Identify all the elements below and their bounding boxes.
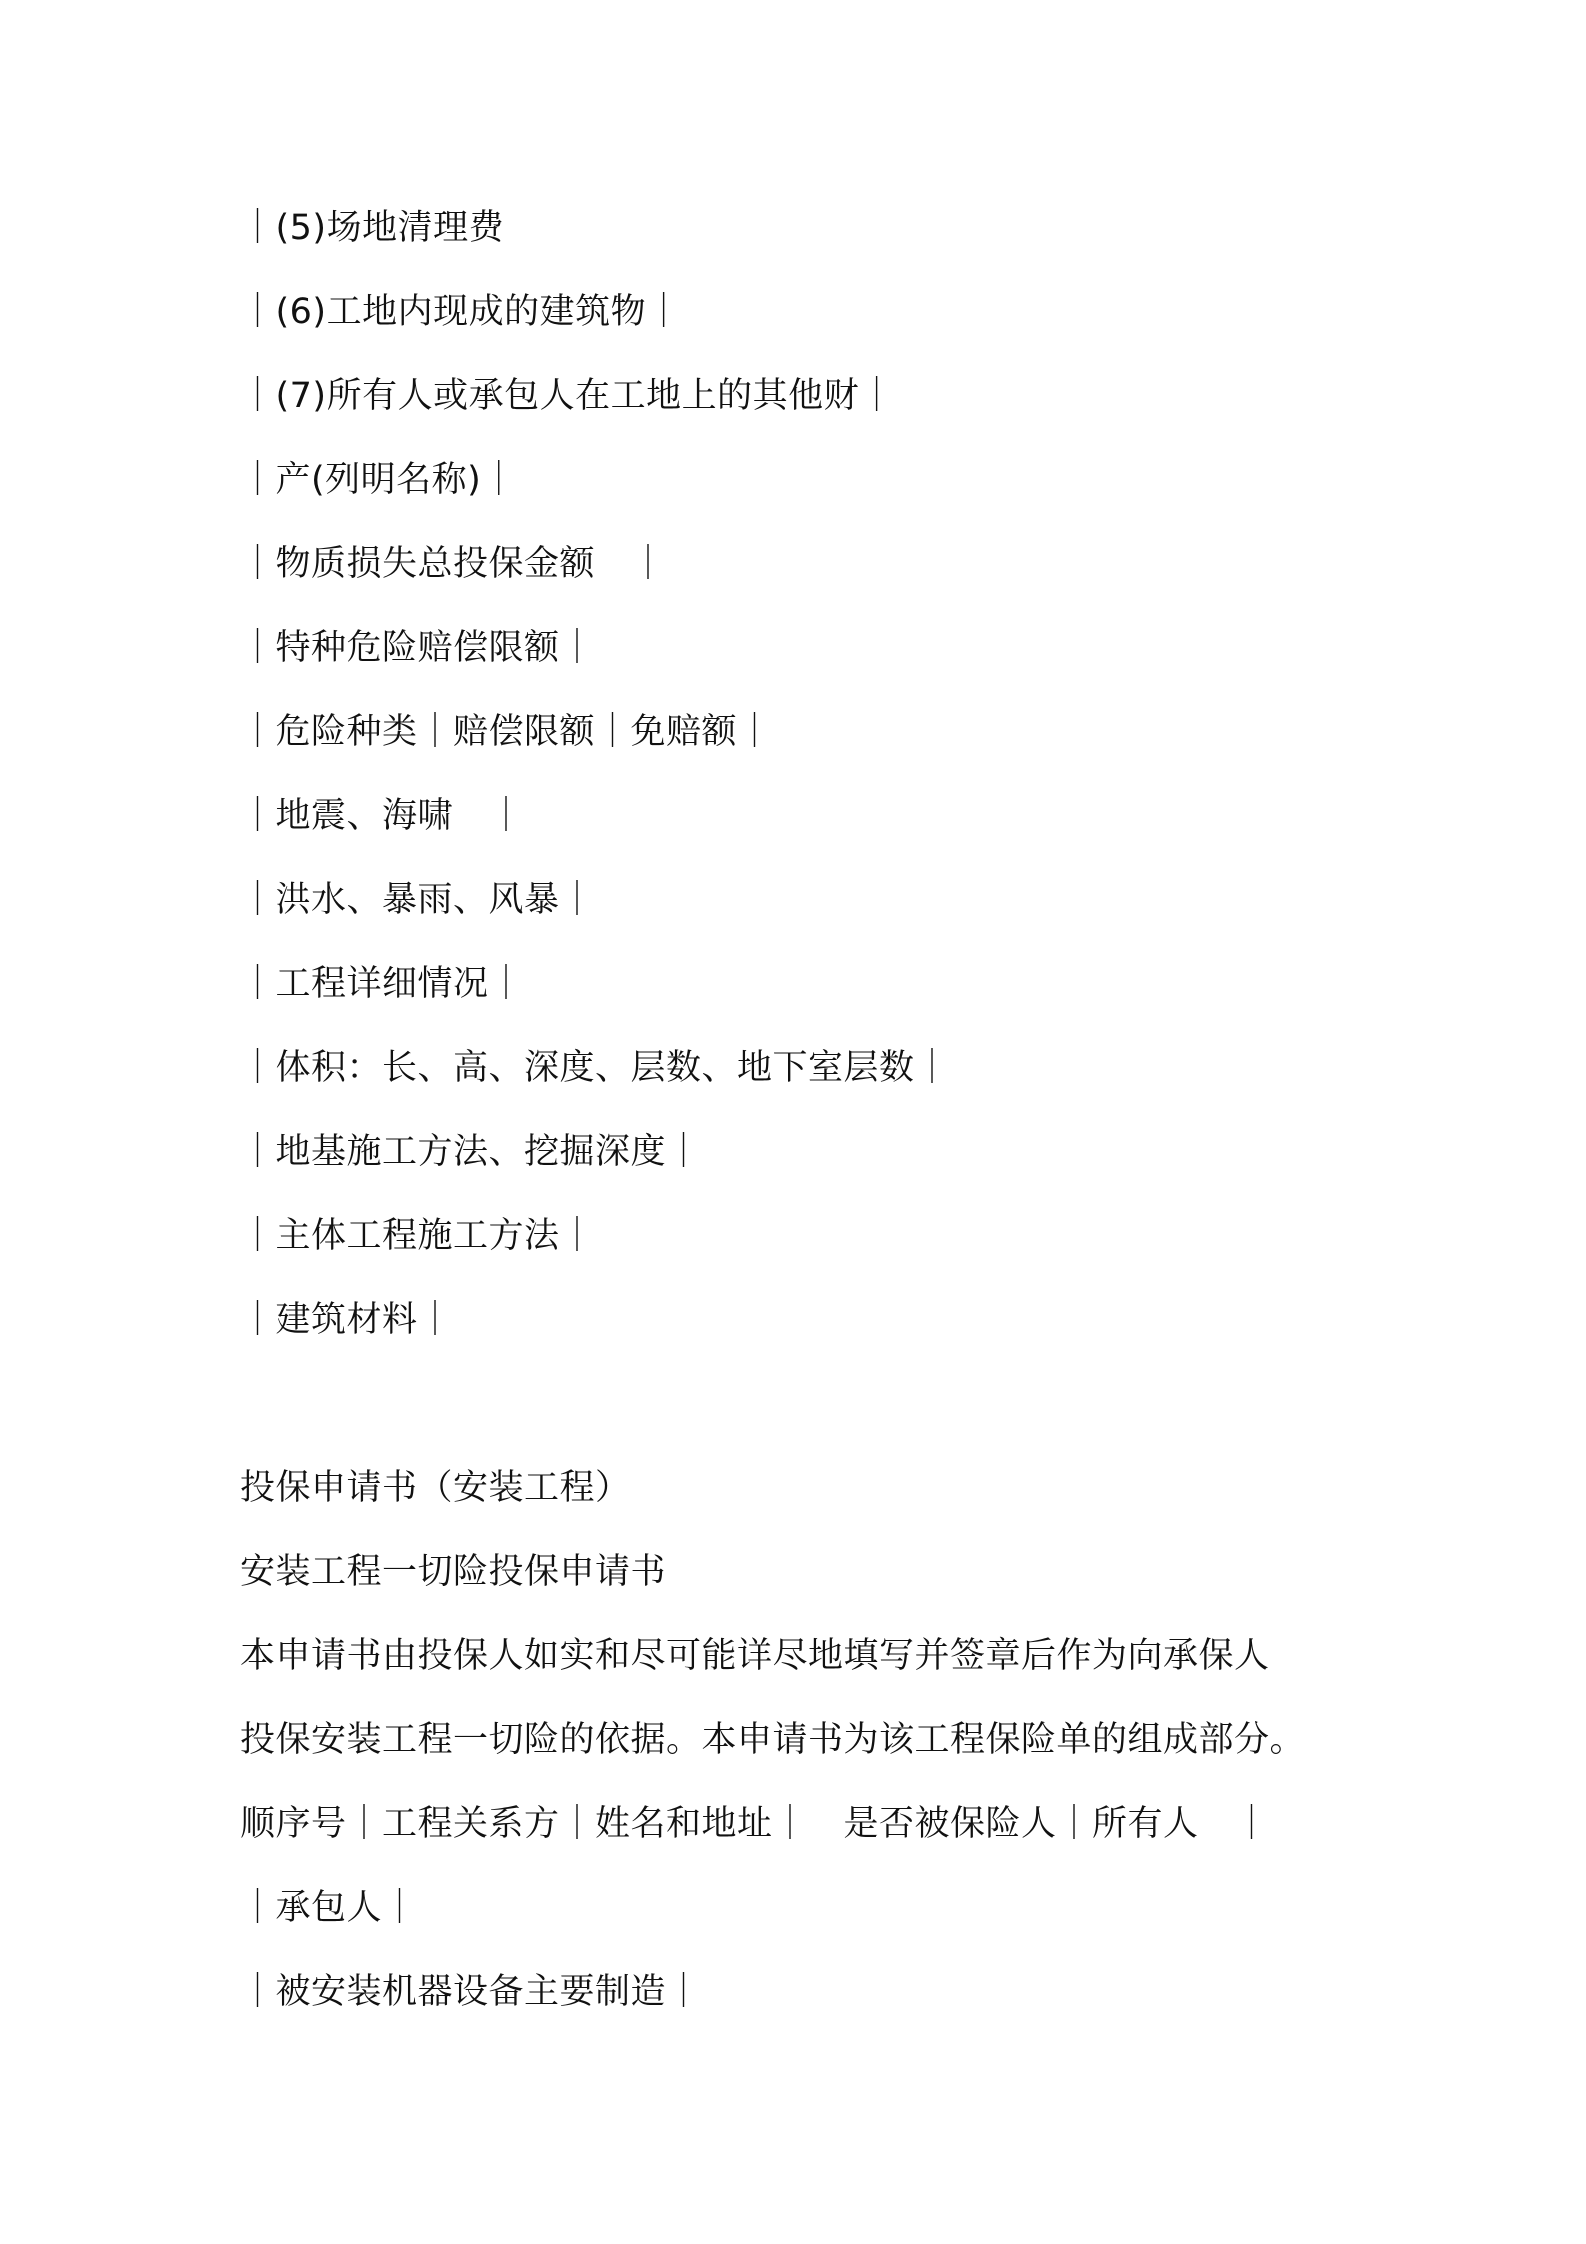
table-line-foundation-method: ｜地基施工方法、挖掘深度｜	[240, 1132, 702, 1172]
form-title: 安装工程一切险投保申请书	[240, 1552, 667, 1592]
table-line-other-property: ｜(7)所有人或承包人在工地上的其他财｜	[240, 376, 895, 416]
table-row-manufacturer: ｜被安装机器设备主要制造｜	[240, 1972, 702, 2012]
table-line-total-insured-amount: ｜物质损失总投保金额 ｜	[240, 544, 667, 584]
table-line-special-risk-limit: ｜特种危险赔偿限额｜	[240, 628, 596, 668]
intro-paragraph-line-1: 本申请书由投保人如实和尽可能详尽地填写并签章后作为向承保人	[240, 1636, 1270, 1676]
table-line-building-materials: ｜建筑材料｜	[240, 1300, 454, 1340]
table-line-earthquake: ｜地震、海啸 ｜	[240, 796, 525, 836]
intro-paragraph-line-2: 投保安装工程一切险的依据。本申请书为该工程保险单的组成部分。	[240, 1720, 1306, 1760]
table-line-main-construction-method: ｜主体工程施工方法｜	[240, 1216, 596, 1256]
table-header-row: 顺序号｜工程关系方｜姓名和地址｜ 是否被保险人｜所有人 ｜	[240, 1804, 1270, 1844]
table-line-existing-buildings: ｜(6)工地内现成的建筑物｜	[240, 292, 682, 332]
table-line-volume: ｜体积：长、高、深度、层数、地下室层数｜	[240, 1048, 951, 1088]
table-line-property-names: ｜产(列明名称)｜	[240, 460, 517, 500]
section-title: 投保申请书（安装工程）	[240, 1468, 631, 1508]
table-line-flood: ｜洪水、暴雨、风暴｜	[240, 880, 596, 920]
table-line-project-details: ｜工程详细情况｜	[240, 964, 525, 1004]
table-row-contractor: ｜承包人｜	[240, 1888, 418, 1928]
table-line-risk-columns: ｜危险种类｜赔偿限额｜免赔额｜	[240, 712, 773, 752]
table-line-site-clearing: ｜(5)场地清理费	[240, 208, 505, 248]
